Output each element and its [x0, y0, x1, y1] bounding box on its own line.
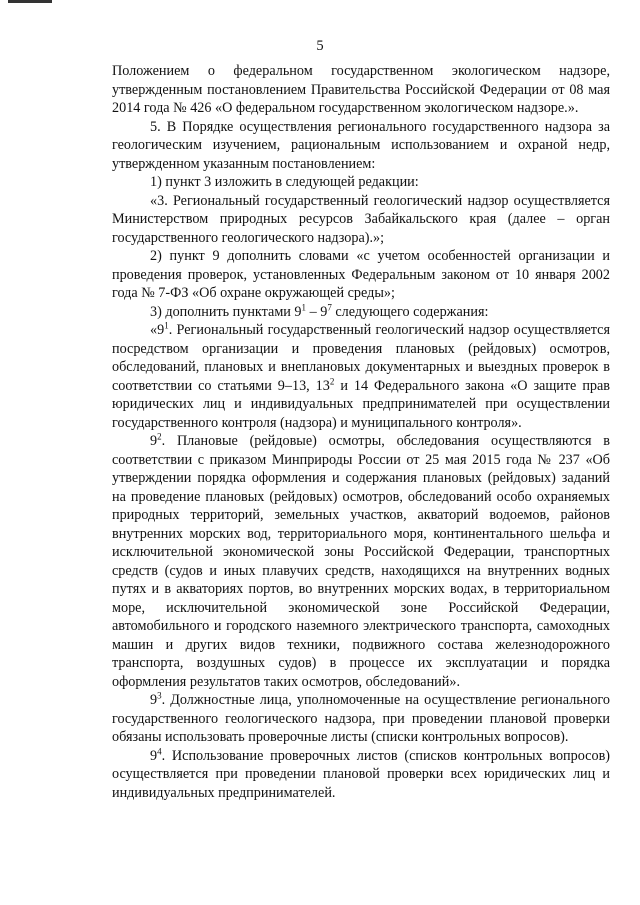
text-run: . Плановые (рейдовые) осмотры, обследования осуществляются в соответствии с приказом Минприроды России от 25 мая 2015 года № 237 «Об утверждении порядка оформления и содержания плановых (рейдовых) заданий на проведение плановых (рейдовых) осмотров, обследований особо охраняемых природных территорий, земельных участков, акваторий водоемов, районов внутренних морских вод, территориального моря, континентального шельфа и исключительной экономической зоны Российской Федерации, транспортных средств (судов и иных плавучих средств, находящихся на внутренних водных путях и в акваториях портов, во внутренних морских водах, в территориальном море, исключительной экономической зоне Российской Федерации, автомобильного и городского наземного электрического транспорта, самоходных машин и других видов техники, подвижного состава железнодорожного транспорта, воздушных судов) в процессе их эксплуатации и порядка оформления результатов таких осмотров, обследований».	[112, 433, 610, 690]
text-run: . Должностные лица, уполномоченные на осуществление регионального государственного геологического надзора, при проведении плановой проверки обязаны использовать проверочные листы (списки контрольных вопросов).	[112, 692, 610, 745]
text-run: следующего содержания:	[331, 303, 489, 320]
text-run: – 9	[306, 303, 328, 320]
superscript: 4	[157, 745, 162, 756]
text-run: . Использование проверочных листов (списков контрольных вопросов) осуществляется при проведении плановой проверки всех юридических лиц и индивидуальных предпринимателей.	[112, 747, 610, 801]
paragraph-point-9-3	[112, 691, 610, 747]
superscript: 2	[329, 375, 335, 386]
superscript: 7	[327, 301, 332, 312]
superscript: 3	[157, 690, 162, 701]
scan-edge-mark	[8, 0, 52, 3]
text-run: и 14 Федерального закона «О защите прав юридических лиц и индивидуальных предпринимателей при осуществлении государственного контроля (надзора) и муниципального контроля».	[112, 377, 610, 431]
superscript: 1	[164, 320, 169, 331]
page-number: 5	[316, 38, 324, 54]
paragraph-subitem-3	[112, 303, 610, 322]
paragraph-point-9-2	[112, 432, 610, 691]
text-run: 9	[150, 747, 158, 764]
paragraph-item-5: 5. В Порядке осуществления регионального государственного надзора за геологическим изучением, рациональным использованием и охраной недр, утвержденном указанным постановлением:	[112, 118, 610, 172]
paragraph-point-3-text: «3. Региональный государственный геологический надзор осуществляется Министерством природных ресурсов Забайкальского края (далее – орган государственного геологического надзора).»;	[112, 192, 610, 246]
paragraph-point-9-1	[112, 321, 610, 432]
paragraph-intro-continuation: Положением о федеральном государственном экологическом надзоре, утвержденным постановлением Правительства Российской Федерации от 08 мая 2014 года № 426 «О федеральном государственном экологическом надзоре.».	[112, 63, 610, 116]
text-run: 3) дополнить пунктами 9	[150, 303, 302, 320]
superscript: 1	[301, 301, 307, 312]
superscript: 2	[157, 431, 162, 442]
text-run: 9	[150, 433, 158, 449]
text-run: 9	[150, 692, 158, 708]
paragraph-subitem-1: 1) пункт 3 изложить в следующей редакции:	[150, 174, 419, 190]
document-body	[112, 62, 610, 802]
paragraph-subitem-2: 2) пункт 9 дополнить словами «с учетом особенностей организации и проведения проверок, установленных Федеральным законом от 10 января 2002 года № 7-ФЗ «Об охране окружающей среды»;	[112, 248, 610, 301]
text-run: «9	[150, 322, 165, 338]
text-run: . Региональный государственный геологический надзор осуществляется посредством организации и проведения плановых (рейдовых) осмотров, обследований, плановых и внеплановых документарных и выездных проверок в соответствии со статьями 9–13, 13	[112, 322, 610, 394]
paragraph-point-9-4	[112, 747, 610, 803]
